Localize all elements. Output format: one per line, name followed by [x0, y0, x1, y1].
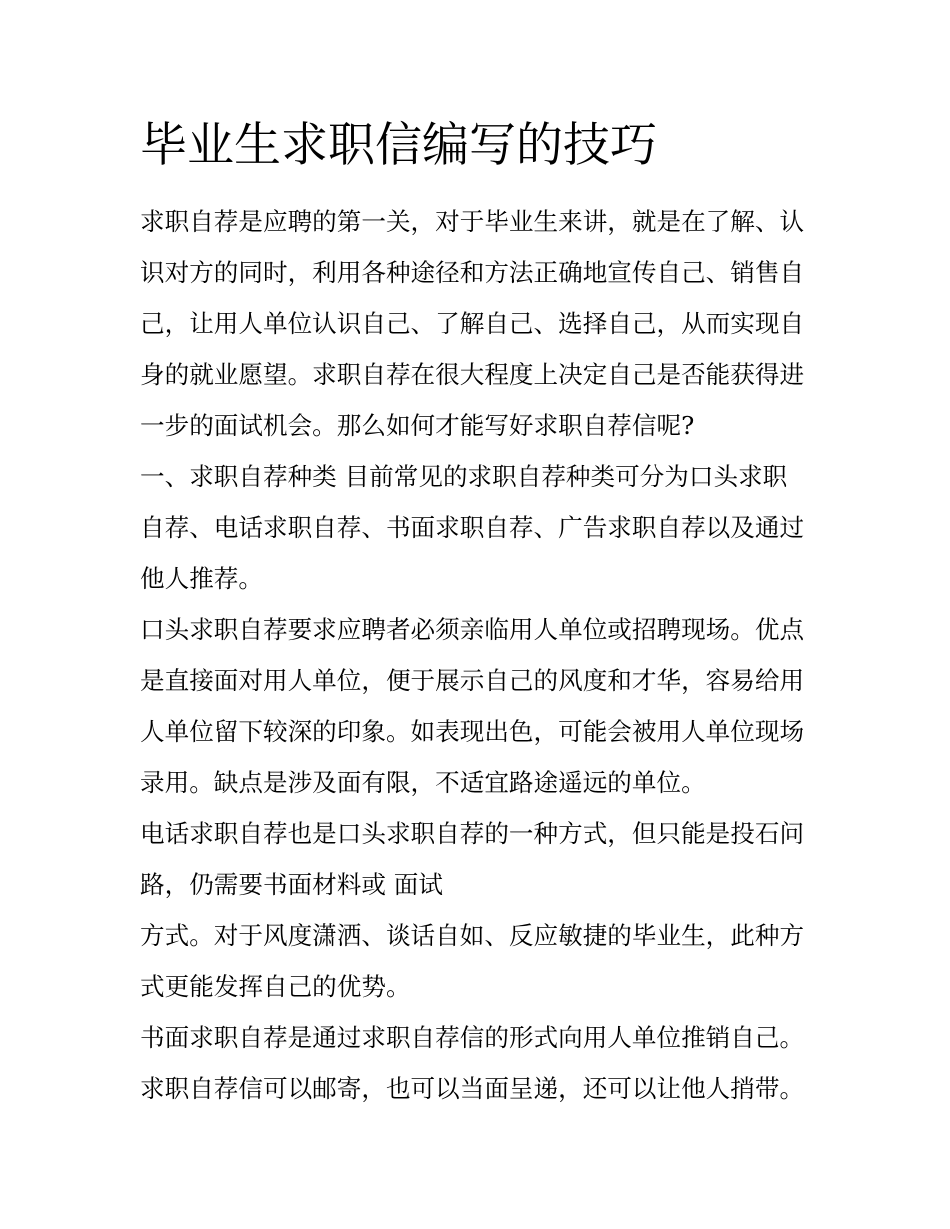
body-line: 录用。缺点是涉及面有限，不适宜路途遥远的单位。 [140, 768, 706, 797]
body-line: 电话求职自荐也是口头求职自荐的一种方式，但只能是投石问 [140, 819, 805, 848]
body-line: 求职自荐是应聘的第一关，对于毕业生来讲，就是在了解、认 [140, 207, 805, 236]
body-line: 口头求职自荐要求应聘者必须亲临用人单位或招聘现场。优点 [140, 615, 805, 644]
document-title: 毕业生求职信编写的技巧 [140, 118, 657, 173]
body-line: 方式。对于风度潇洒、谈话自如、反应敏捷的毕业生，此种方 [140, 921, 805, 950]
body-line: 是直接面对用人单位，便于展示自己的风度和才华，容易给用 [140, 666, 805, 695]
body-line: 己，让用人单位认识自己、了解自己、选择自己，从而实现自 [140, 309, 805, 338]
body-line: 一步的面试机会。那么如何才能写好求职自荐信呢? [140, 411, 695, 440]
document-body [140, 196, 820, 1114]
body-line: 书面求职自荐是通过求职自荐信的形式向用人单位推销自己。 [140, 1023, 805, 1052]
body-line: 路，仍需要书面材料或 面试 [140, 870, 443, 899]
body-line: 识对方的同时，利用各种途径和方法正确地宣传自己、销售自 [140, 258, 805, 287]
body-line: 身的就业愿望。求职自荐在很大程度上决定自己是否能获得进 [140, 360, 805, 389]
body-line: 他人推荐。 [140, 564, 263, 593]
body-line: 式更能发挥自己的优势。 [140, 972, 411, 1001]
body-line: 求职自荐信可以邮寄，也可以当面呈递，还可以让他人捎带。 [140, 1074, 805, 1103]
body-line: 人单位留下较深的印象。如表现出色，可能会被用人单位现场 [140, 717, 805, 746]
body-line: 一、求职自荐种类 目前常见的求职自荐种类可分为口头求职 [140, 462, 788, 491]
body-line: 自荐、电话求职自荐、书面求职自荐、广告求职自荐以及通过 [140, 513, 805, 542]
